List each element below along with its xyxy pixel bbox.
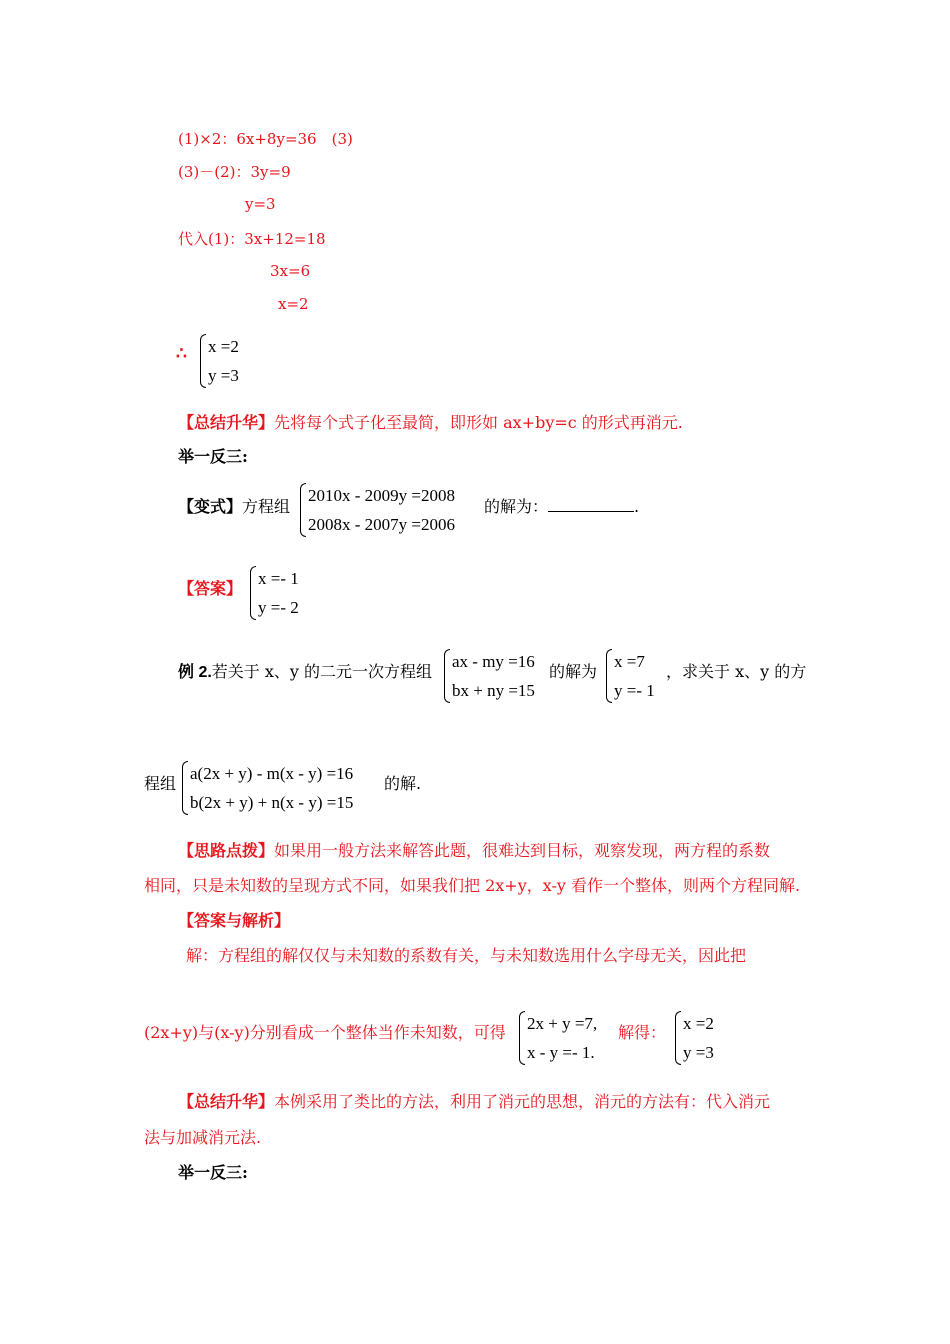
step-line-3: y=3 bbox=[245, 195, 276, 213]
example-2-cont: 程组 bbox=[144, 774, 177, 793]
answer-analysis-title: 【答案与解析】 bbox=[178, 911, 291, 930]
step-line-6: x=2 bbox=[278, 295, 309, 313]
example-2-end: 的解. bbox=[384, 774, 422, 793]
answer-system bbox=[258, 564, 299, 622]
variant-suffix bbox=[484, 494, 639, 517]
summary-1 bbox=[178, 410, 683, 433]
hint-tag: 【思路点拨】 bbox=[178, 841, 275, 860]
answer-line-x: x =- 1 bbox=[258, 569, 299, 588]
practice-heading-2: 举一反三: bbox=[178, 1163, 248, 1182]
example-2-given-solution bbox=[614, 647, 655, 705]
example-2-system-1 bbox=[452, 647, 535, 705]
example-2-text: 若关于 x、y 的二元一次方程组 bbox=[211, 662, 433, 681]
therefore-symbol: ∴ bbox=[176, 344, 187, 364]
summary-2-tag: 【总结升华】 bbox=[178, 1092, 275, 1111]
solution-substitution-system bbox=[527, 1009, 597, 1067]
variant-system bbox=[308, 481, 455, 539]
variant-eq-2: 2008x - 2007y =2006 bbox=[308, 515, 455, 534]
example-2-sol-x: x =7 bbox=[614, 652, 645, 671]
example-2-tail: ，求关于 x、y 的方 bbox=[666, 662, 807, 681]
practice-heading-1: 举一反三: bbox=[178, 447, 248, 466]
solution-result-system bbox=[683, 1009, 714, 1067]
summary-1-text: 先将每个式子化至最简，即形如 ax+by=c 的形式再消元. bbox=[274, 413, 683, 432]
variant-tag: 【变式】 bbox=[178, 497, 243, 516]
summary-2-line-2: 法与加减消元法. bbox=[144, 1128, 262, 1147]
example-2-intro bbox=[178, 659, 432, 682]
step-line-1: (1)×2：6x+8y=36 (3) bbox=[178, 130, 353, 148]
answer-tag: 【答案】 bbox=[178, 579, 243, 598]
solution-line-1: 解：方程组的解仅仅与未知数的系数有关，与未知数选用什么字母无关，因此把 bbox=[186, 946, 747, 965]
solution-result-x: x =2 bbox=[683, 1014, 714, 1033]
solution-system-1 bbox=[208, 332, 239, 390]
example-2-system-2 bbox=[190, 759, 353, 817]
answer-line-y: y =- 2 bbox=[258, 598, 299, 617]
variant-eq-1: 2010x - 2009y =2008 bbox=[308, 486, 455, 505]
hint-line-1 bbox=[178, 838, 770, 861]
answer-blank[interactable] bbox=[548, 497, 634, 512]
solution-eq-2: x - y =- 1. bbox=[527, 1043, 595, 1062]
hint-line-2: 相同，只是未知数的呈现方式不同，如果我们把 2x+y，x-y 看作一个整体，则两个方程同解. bbox=[144, 876, 801, 895]
hint-text-1: 如果用一般方法来解答此题，很难达到目标，观察发现，两方程的系数 bbox=[274, 841, 771, 860]
example-2-eq-2: bx + ny =15 bbox=[452, 681, 535, 700]
example-2-mid: 的解为 bbox=[549, 662, 598, 681]
solution-line-x: x =2 bbox=[208, 337, 239, 356]
solution-mid: 解得： bbox=[618, 1023, 667, 1042]
solution-result-y: y =3 bbox=[683, 1043, 714, 1062]
solution-line-y: y =3 bbox=[208, 366, 239, 385]
example-2-label: 例 2. bbox=[178, 664, 212, 681]
solution-line-2: (2x+y)与(x-y)分别看成一个整体当作未知数，可得 bbox=[144, 1023, 506, 1042]
variant-label: 方程组 bbox=[242, 497, 291, 516]
example-2-eq-4: b(2x + y) + n(x - y) =15 bbox=[190, 793, 354, 812]
example-2-eq-1: ax - my =16 bbox=[452, 652, 535, 671]
solution-eq-1: 2x + y =7, bbox=[527, 1014, 598, 1033]
variant-end: . bbox=[634, 497, 640, 516]
summary-1-tag: 【总结升华】 bbox=[178, 413, 275, 432]
summary-2-text-1: 本例采用了类比的方法，利用了消元的思想，消元的方法有：代入消元 bbox=[274, 1092, 771, 1111]
summary-2-line-1 bbox=[178, 1089, 770, 1112]
step-line-2: (3)－(2)：3y=9 bbox=[178, 163, 291, 181]
step-line-4: 代入(1)：3x+12=18 bbox=[178, 230, 326, 248]
variant-intro bbox=[178, 494, 290, 517]
variant-suffix-text: 的解为： bbox=[484, 497, 549, 516]
step-line-5: 3x=6 bbox=[270, 262, 311, 280]
example-2-eq-3: a(2x + y) - m(x - y) =16 bbox=[190, 764, 354, 783]
example-2-sol-y: y =- 1 bbox=[614, 681, 655, 700]
